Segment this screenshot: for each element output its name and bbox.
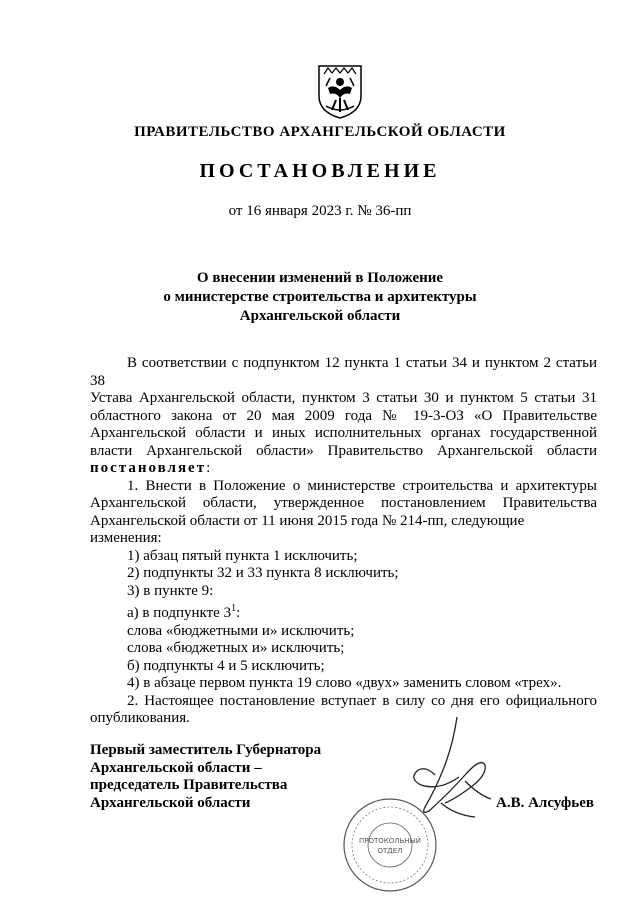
preamble-line: Архангельской области и иных исполнительных органах государственной: [90, 425, 597, 441]
subject-line: Архангельской области: [239, 308, 401, 324]
signatory-position: Первый заместитель Губернатора Архангельской области – председатель Правительства Архангельской области: [90, 742, 322, 811]
subitem-3b: б) подпункты 4 и 5 исключить;: [127, 657, 325, 674]
subitem-1: 1) абзац пятый пункта 1 исключить;: [127, 547, 358, 564]
signatory-name: А.В. Алсуфьев: [496, 795, 594, 811]
item-2-line: опубликования.: [90, 710, 190, 726]
words-line: слова «бюджетных и» исключить;: [127, 640, 345, 656]
subitem-3a: а) в подпункте $3^1$:: [127, 603, 241, 621]
coat-of-arms-icon: [316, 60, 364, 120]
item-2-line: 2. Настоящее постановление вступает в силу со дня его официального: [127, 692, 597, 709]
preamble-line: Устава Архангельской области, пунктом 3 статьи 30 и пунктом 5 статьи 31: [90, 390, 597, 406]
svg-text:ОТДЕЛ: ОТДЕЛ: [377, 847, 403, 855]
preamble-line: областного закона от 20 мая 2009 года № 19-3-ОЗ «О Правительстве: [90, 407, 597, 424]
resolves-word: постановляет: [90, 460, 207, 476]
document-type: ПОСТАНОВЛЕНИЕ: [199, 160, 441, 182]
subject-line: о министерстве строительства и архитектуры: [163, 289, 477, 305]
document-date-number: от 16 января 2023 г. № 36-пп: [228, 203, 412, 219]
preamble-line: В соответствии с подпунктом 12 пункта 1 статьи 34 и пунктом 2 статьи 38: [90, 355, 597, 389]
words-line: слова «бюджетными и» исключить;: [127, 622, 355, 639]
document-body: [90, 355, 597, 728]
item-1-line: Архангельской области от 11 июня 2015 года № 214-пп, следующие изменения:: [90, 512, 525, 546]
subject-line: О внесении изменений в Положение: [196, 270, 444, 286]
document-subject: [0, 269, 640, 326]
svg-text:ПРОТОКОЛЬНЫЙ: ПРОТОКОЛЬНЫЙ: [358, 837, 422, 845]
official-stamp: [340, 795, 440, 895]
government-name: ПРАВИТЕЛЬСТВО АРХАНГЕЛЬСКОЙ ОБЛАСТИ: [134, 124, 506, 140]
subitem-3: 3) в пункте 9:: [127, 582, 214, 599]
item-1-line: 1. Внести в Положение о министерстве строительства и архитектуры: [127, 477, 597, 494]
subitem-2: 2) подпункты 32 и 33 пункта 8 исключить;: [127, 565, 399, 581]
item-1-line: Архангельской области, утвержденное постановлением Правительства: [90, 495, 597, 511]
subitem-4: 4) в абзаце первом пункта 19 слово «двух» заменить словом «трех».: [127, 675, 562, 691]
resolves-line: постановляет:: [90, 460, 211, 476]
preamble-line: власти Архангельской области» Правительство Архангельской области: [90, 442, 597, 459]
